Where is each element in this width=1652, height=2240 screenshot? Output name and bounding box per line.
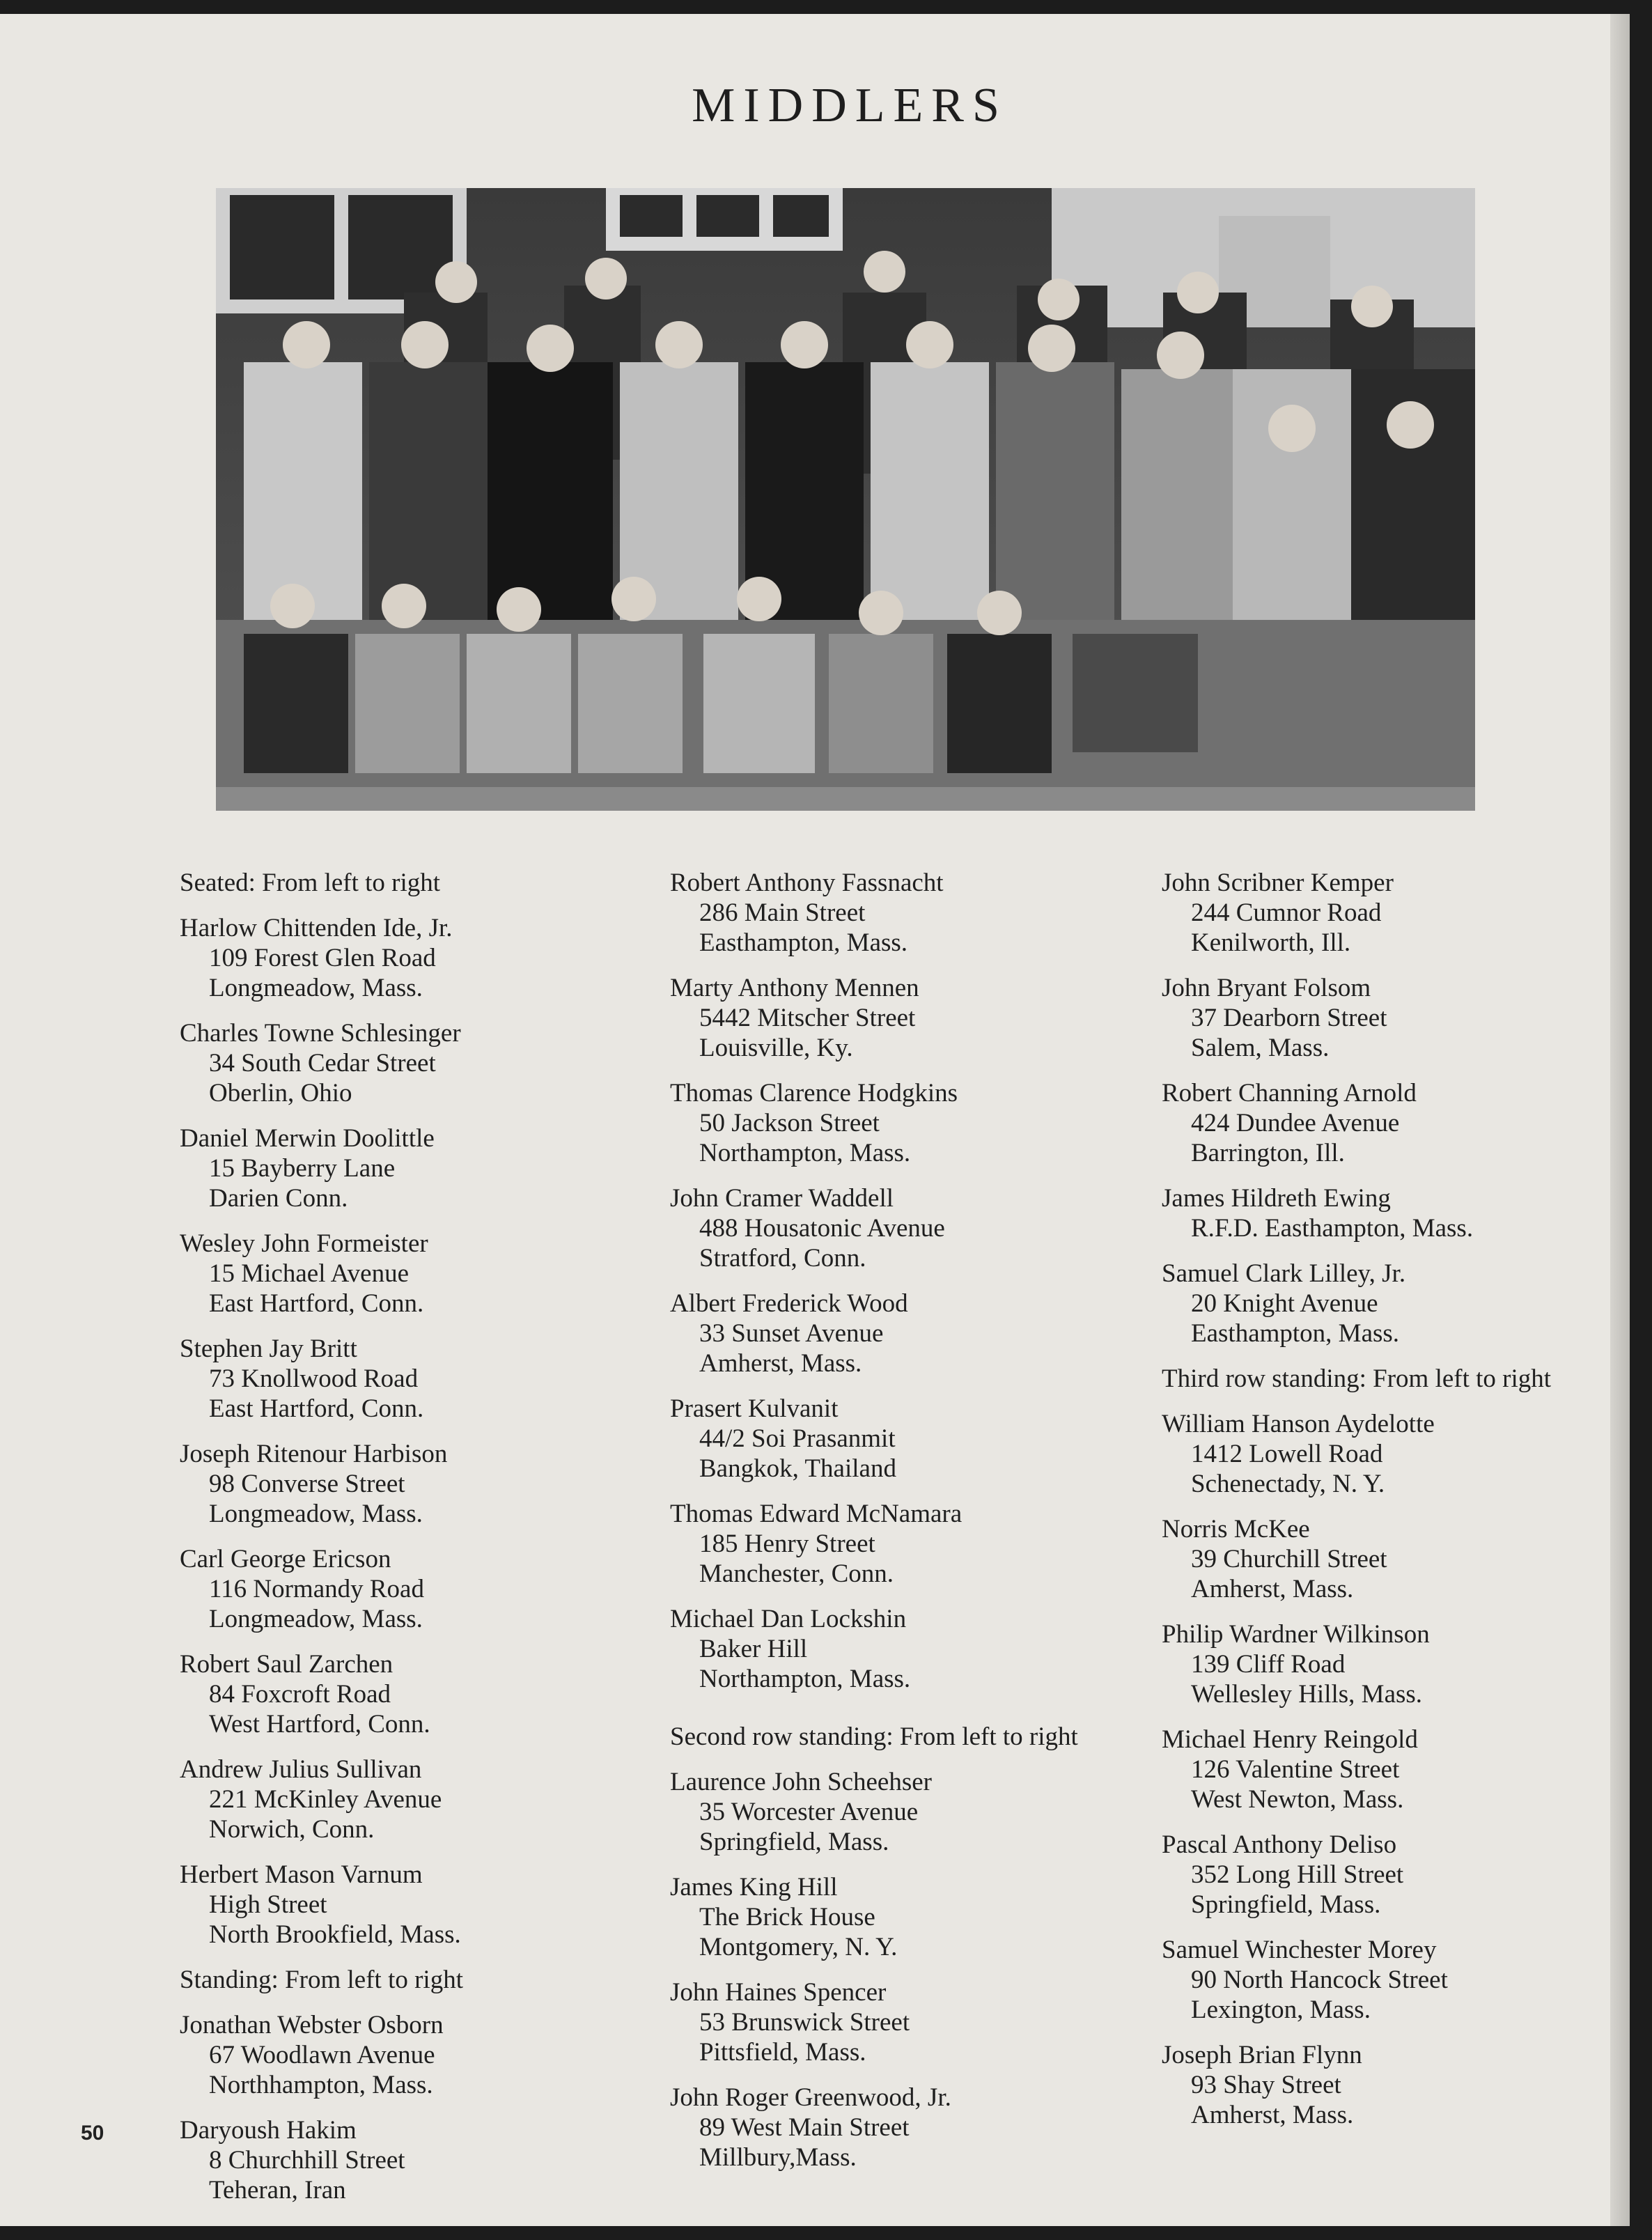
student-name: Samuel Clark Lilley, Jr. (1162, 1259, 1406, 1288)
address-line: Kenilworth, Ill. (1191, 928, 1351, 957)
section-heading: Third row standing: From left to right (1162, 1364, 1552, 1393)
student-entry (670, 973, 1144, 1063)
address-line: 1412 Lowell Road (1191, 1440, 1383, 1468)
student-name: Laurence John Scheehser (670, 1768, 932, 1796)
address-line: East Hartford, Conn. (209, 1394, 424, 1423)
student-name: Thomas Clarence Hodgkins (670, 1079, 958, 1107)
student-entry (670, 1394, 1144, 1484)
student-entry (1162, 1619, 1593, 1709)
student-entry (180, 1860, 653, 1950)
student-entry (670, 1078, 1144, 1168)
address-line: 53 Brunswick Street (699, 2008, 910, 2037)
address-line: 5442 Mitscher Street (699, 1004, 916, 1032)
address-line: Oberlin, Ohio (209, 1079, 352, 1107)
student-name: John Scribner Kemper (1162, 869, 1394, 897)
address-line: Longmeadow, Mass. (209, 1605, 423, 1633)
student-entry (180, 1755, 653, 1844)
address-line: Springfield, Mass. (1191, 1890, 1381, 1919)
address-line: 93 Shay Street (1191, 2071, 1341, 2099)
student-name: Herbert Mason Varnum (180, 1860, 423, 1889)
student-entry (670, 1872, 1144, 1962)
student-entry (1162, 868, 1593, 958)
student-name: Michael Henry Reingold (1162, 1725, 1418, 1754)
section-heading: Seated: From left to right (180, 869, 441, 897)
student-name: Michael Dan Lockshin (670, 1605, 907, 1633)
student-name: Norris McKee (1162, 1515, 1310, 1543)
student-entry (670, 1289, 1144, 1378)
address-line: Springfield, Mass. (699, 1828, 889, 1856)
student-entry (1162, 1078, 1593, 1168)
student-name: Prasert Kulvanit (670, 1394, 839, 1423)
address-line: Northampton, Mass. (699, 1139, 911, 1167)
student-name: William Hanson Aydelotte (1162, 1410, 1435, 1438)
address-line: 73 Knollwood Road (209, 1364, 419, 1393)
address-line: Baker Hill (699, 1635, 808, 1663)
student-entry (180, 1649, 653, 1739)
student-name: John Haines Spencer (670, 1978, 887, 2007)
student-entry (180, 1018, 653, 1108)
address-line: 488 Housatonic Avenue (699, 1214, 945, 1243)
student-name: Robert Anthony Fassnacht (670, 869, 944, 897)
address-line: Stratford, Conn. (699, 1244, 866, 1273)
student-name: Harlow Chittenden Ide, Jr. (180, 914, 453, 942)
address-line: 126 Valentine Street (1191, 1755, 1400, 1784)
student-name: Thomas Edward McNamara (670, 1500, 963, 1528)
student-name: Andrew Julius Sullivan (180, 1755, 422, 1784)
student-entry (180, 1544, 653, 1634)
address-line: 352 Long Hill Street (1191, 1860, 1404, 1889)
address-line: Millbury,Mass. (699, 2143, 857, 2172)
student-entry (1162, 1935, 1593, 2025)
student-name: Robert Saul Zarchen (180, 1650, 393, 1679)
address-line: Salem, Mass. (1191, 1034, 1330, 1062)
address-line: 90 North Hancock Street (1191, 1966, 1448, 1994)
student-entry (1162, 1830, 1593, 1920)
address-line: 15 Michael Avenue (209, 1259, 410, 1288)
address-line: Longmeadow, Mass. (209, 1500, 423, 1528)
address-line: 44/2 Soi Prasanmit (699, 1424, 896, 1453)
address-line: R.F.D. Easthampton, Mass. (1191, 1214, 1474, 1243)
address-line: 35 Worcester Avenue (699, 1798, 919, 1826)
address-line: Louisville, Ky. (699, 1034, 853, 1062)
address-line: East Hartford, Conn. (209, 1289, 424, 1318)
address-line: Bangkok, Thailand (699, 1454, 896, 1483)
student-name: Daryoush Hakim (180, 2116, 357, 2145)
address-line: Amherst, Mass. (1191, 1575, 1354, 1603)
student-entry (670, 1183, 1144, 1273)
student-entry (1162, 1259, 1593, 1348)
student-entry (1162, 2040, 1593, 2130)
page-title: MIDDLERS (692, 79, 1008, 132)
student-name: Joseph Ritenour Harbison (180, 1440, 448, 1468)
address-line: 34 South Cedar Street (209, 1049, 436, 1078)
address-line: 20 Knight Avenue (1191, 1289, 1378, 1318)
address-line: 84 Foxcroft Road (209, 1680, 391, 1709)
address-line: Teheran, Iran (209, 2176, 346, 2204)
name-column-1 (180, 868, 653, 2220)
page-gutter-shadow (1610, 14, 1630, 2226)
student-entry (1162, 1183, 1593, 1243)
address-line: High Street (209, 1890, 327, 1919)
student-name: Jonathan Webster Osborn (180, 2011, 444, 2039)
address-line: Norwich, Conn. (209, 1815, 375, 1844)
address-line: 67 Woodlawn Avenue (209, 2041, 435, 2069)
address-line: 185 Henry Street (699, 1530, 875, 1558)
address-line: Easthampton, Mass. (1191, 1319, 1400, 1348)
student-name: Pascal Anthony Deliso (1162, 1830, 1397, 1859)
address-line: Schenectady, N. Y. (1191, 1470, 1385, 1498)
address-line: Longmeadow, Mass. (209, 974, 423, 1002)
address-line: 98 Converse Street (209, 1470, 405, 1498)
student-entry (1162, 1514, 1593, 1604)
address-line: Easthampton, Mass. (699, 928, 908, 957)
student-entry (670, 1499, 1144, 1589)
student-name: Marty Anthony Mennen (670, 974, 919, 1002)
address-line: 8 Churchhill Street (209, 2146, 405, 2175)
student-name: James King Hill (670, 1873, 838, 1901)
address-line: 424 Dundee Avenue (1191, 1109, 1400, 1137)
student-entry (1162, 1725, 1593, 1814)
address-line: Pittsfield, Mass. (699, 2038, 866, 2067)
address-line: Amherst, Mass. (699, 1349, 862, 1378)
address-line: Montgomery, N. Y. (699, 1933, 898, 1961)
address-line: 139 Cliff Road (1191, 1650, 1346, 1679)
student-entry (670, 1767, 1144, 1857)
address-line: 221 McKinley Avenue (209, 1785, 442, 1814)
student-name: Stephen Jay Britt (180, 1335, 357, 1363)
student-name: James Hildreth Ewing (1162, 1184, 1391, 1213)
address-line: Lexington, Mass. (1191, 1996, 1371, 2024)
student-name: Albert Frederick Wood (670, 1289, 908, 1318)
student-name: Charles Towne Schlesinger (180, 1019, 461, 1048)
address-line: 15 Bayberry Lane (209, 1154, 396, 1183)
address-line: Northhampton, Mass. (209, 2071, 433, 2099)
address-line: 50 Jackson Street (699, 1109, 880, 1137)
address-line: 89 West Main Street (699, 2113, 910, 2142)
address-line: Amherst, Mass. (1191, 2101, 1354, 2129)
address-line: West Hartford, Conn. (209, 1710, 430, 1739)
name-column-2 (670, 868, 1144, 2188)
class-group-photo (216, 188, 1475, 811)
student-entry (180, 2010, 653, 2100)
page-number: 50 (81, 2122, 104, 2145)
student-entry (180, 1229, 653, 1319)
student-entry (1162, 1409, 1593, 1499)
address-line: 244 Cumnor Road (1191, 899, 1382, 927)
address-line: Wellesley Hills, Mass. (1191, 1680, 1423, 1709)
address-line: 286 Main Street (699, 899, 866, 927)
address-line: North Brookfield, Mass. (209, 1920, 461, 1949)
student-name: Samuel Winchester Morey (1162, 1936, 1437, 1964)
student-name: Robert Channing Arnold (1162, 1079, 1417, 1107)
student-name: John Roger Greenwood, Jr. (670, 2083, 951, 2112)
student-entry (180, 1334, 653, 1424)
address-line: Barrington, Ill. (1191, 1139, 1345, 1167)
student-name: John Cramer Waddell (670, 1184, 894, 1213)
student-name: Daniel Merwin Doolittle (180, 1124, 435, 1153)
section-heading: Second row standing: From left to right (670, 1722, 1078, 1751)
address-line: The Brick House (699, 1903, 875, 1931)
student-name: Carl George Ericson (180, 1545, 391, 1573)
student-entry (180, 1123, 653, 1213)
address-line: Manchester, Conn. (699, 1560, 894, 1588)
group-photo-illustration (216, 188, 1475, 811)
address-line: 39 Churchill Street (1191, 1545, 1387, 1573)
address-line: West Newton, Mass. (1191, 1785, 1404, 1814)
student-entry (1162, 973, 1593, 1063)
student-name: Wesley John Formeister (180, 1229, 428, 1258)
address-line: 116 Normandy Road (209, 1575, 424, 1603)
student-entry (180, 1439, 653, 1529)
section-heading: Standing: From left to right (180, 1966, 463, 1994)
address-line: 37 Dearborn Street (1191, 1004, 1387, 1032)
yearbook-page (0, 14, 1630, 2226)
address-line: 109 Forest Glen Road (209, 944, 436, 972)
student-name: Joseph Brian Flynn (1162, 2041, 1362, 2069)
address-line: Northampton, Mass. (699, 1665, 911, 1693)
student-entry (180, 2115, 653, 2205)
student-entry (670, 1977, 1144, 2067)
name-column-3 (1162, 868, 1593, 2145)
student-entry (670, 1604, 1144, 1694)
student-name: Philip Wardner Wilkinson (1162, 1620, 1430, 1649)
student-entry (180, 913, 653, 1003)
address-line: Darien Conn. (209, 1184, 348, 1213)
address-line: 33 Sunset Avenue (699, 1319, 884, 1348)
student-entry (670, 2083, 1144, 2172)
student-name: John Bryant Folsom (1162, 974, 1371, 1002)
student-entry (670, 868, 1144, 958)
